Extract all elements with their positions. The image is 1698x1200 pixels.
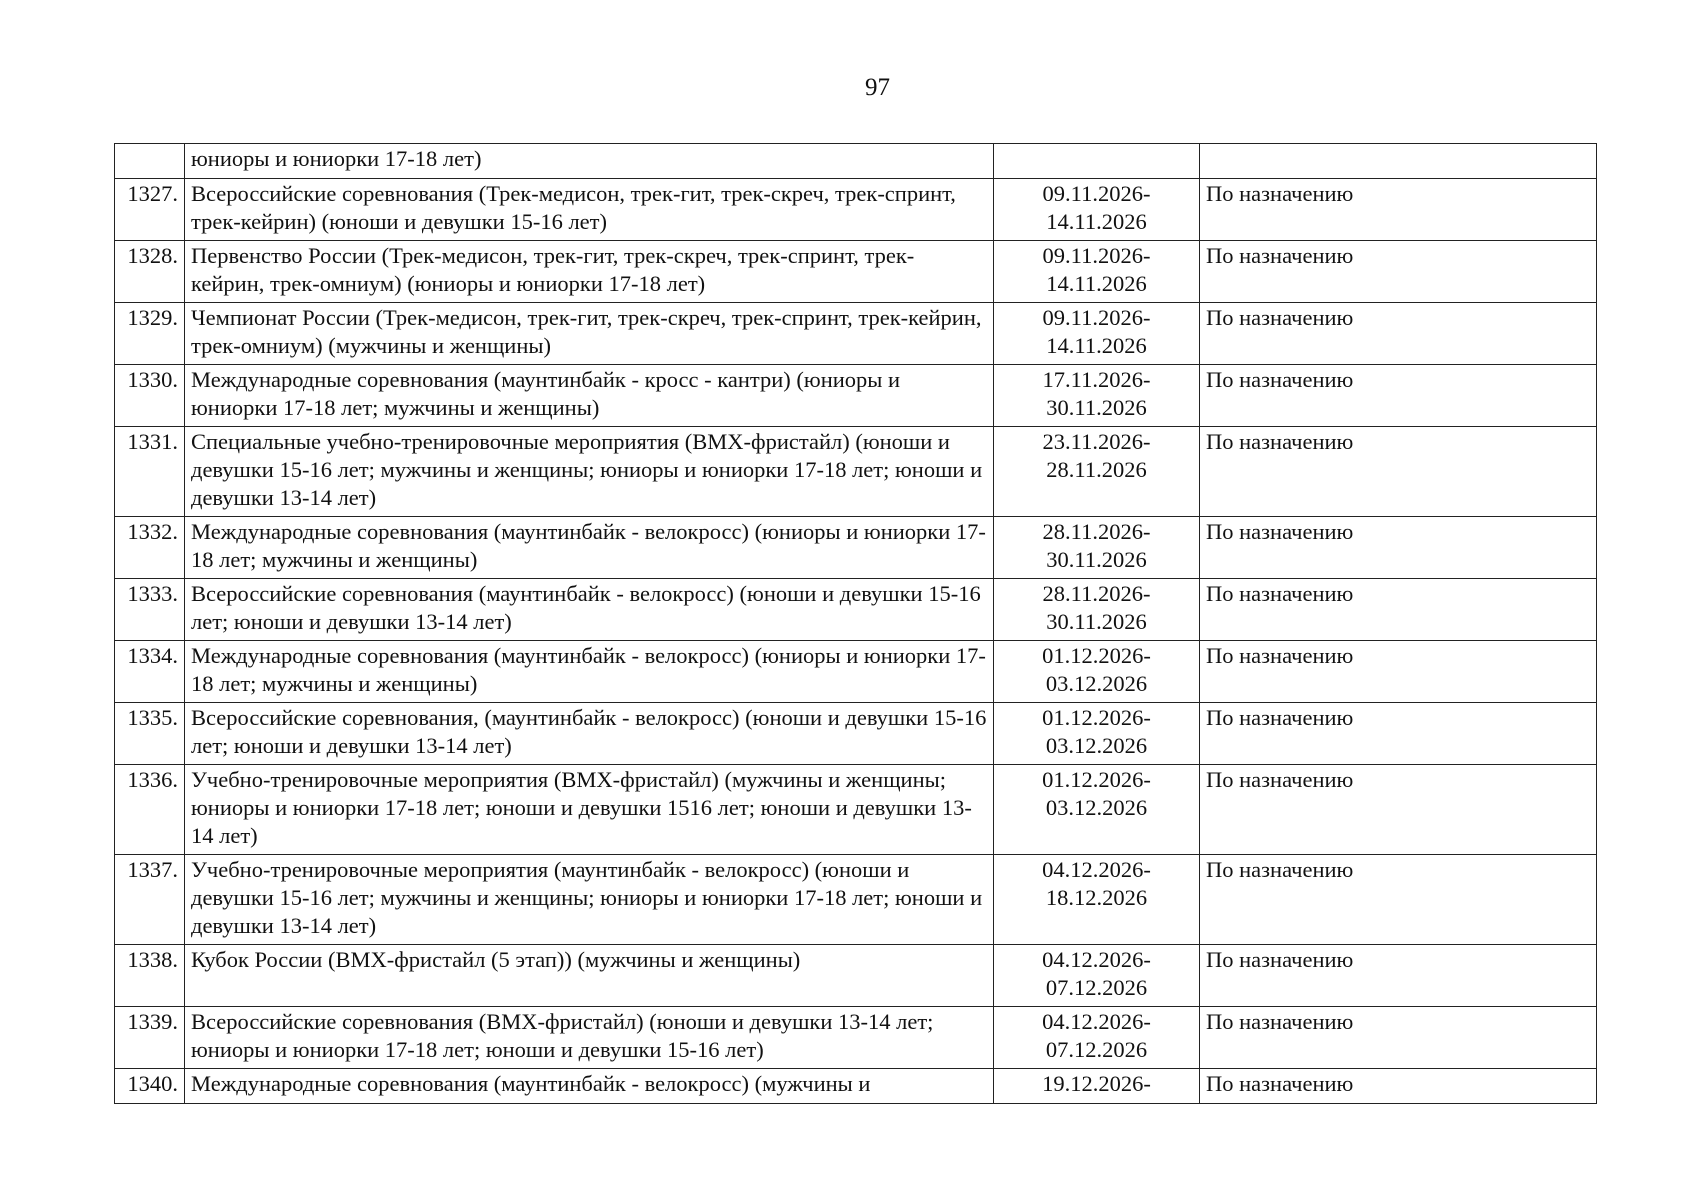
event-name: Чемпионат России (Трек-медисон, трек-гит, трек-скреч, трек-спринт, трек-кейрин, трек-омниум) (мужчины и женщины) [185,303,994,365]
row-number: 1334. [115,641,185,703]
table-row [115,1007,1597,1069]
event-dates [994,765,1200,855]
event-name: Всероссийские соревнования (Трек-медисон, трек-гит, трек-скреч, трек-спринт, трек-кейрин) (юноши и девушки 15-16 лет) [185,179,994,241]
date-start: 09.11.2026- [1042,181,1151,206]
row-number: 1337. [115,855,185,945]
event-dates [994,303,1200,365]
date-end: 03.12.2026 [1045,795,1148,820]
event-dates [994,179,1200,241]
event-name: Кубок России (BMX-фристайл (5 этап)) (мужчины и женщины) [185,945,994,1007]
date-start: 23.11.2026- [1042,429,1151,454]
event-name: Международные соревнования (маунтинбайк - велокросс) (юниоры и юниорки 17-18 лет; мужчины и женщины) [185,517,994,579]
event-note: По назначению [1200,945,1597,1007]
date-end: 30.11.2026 [1046,395,1147,420]
date-start: 09.11.2026- [1042,243,1151,268]
event-note: По назначению [1200,179,1597,241]
table-row [115,179,1597,241]
row-number: 1339. [115,1007,185,1069]
event-dates [994,1007,1200,1069]
date-start: 04.12.2026- [1042,947,1151,972]
event-dates [994,144,1200,179]
row-number: 1332. [115,517,185,579]
date-start: 01.12.2026- [1042,767,1151,792]
event-dates [994,945,1200,1007]
event-dates [994,855,1200,945]
row-number: 1338. [115,945,185,1007]
event-note: По назначению [1200,427,1597,517]
row-number: 1328. [115,241,185,303]
table-row [115,517,1597,579]
date-end: 28.11.2026 [1046,457,1147,482]
event-note: По назначению [1200,703,1597,765]
date-end: 03.12.2026 [1045,671,1148,696]
event-name: Всероссийские соревнования (маунтинбайк - велокросс) (юноши и девушки 15-16 лет; юноши и девушки 13-14 лет) [185,579,994,641]
table-row [115,945,1597,1007]
event-dates [994,1069,1200,1104]
row-number [115,144,185,179]
date-end: 03.12.2026 [1045,733,1148,758]
table-row [115,427,1597,517]
row-number: 1335. [115,703,185,765]
row-number: 1327. [115,179,185,241]
row-number: 1331. [115,427,185,517]
event-note: По назначению [1200,641,1597,703]
event-note: По назначению [1200,855,1597,945]
date-start: 28.11.2026- [1042,581,1151,606]
event-dates [994,241,1200,303]
table-row [115,641,1597,703]
date-end: 14.11.2026 [1046,209,1147,234]
table-row [115,1069,1597,1104]
event-name: Учебно-тренировочные мероприятия (BMX-фристайл) (мужчины и женщины; юниоры и юниорки 17-18 лет; юноши и девушки 1516 лет; юноши и девушки 13-14 лет) [185,765,994,855]
event-name: Международные соревнования (маунтинбайк - велокросс) (юниоры и юниорки 17-18 лет; мужчины и женщины) [185,641,994,703]
event-name: Специальные учебно-тренировочные мероприятия (BMX-фристайл) (юноши и девушки 15-16 лет; мужчины и женщины; юниоры и юниорки 17-18 лет; юноши и девушки 13-14 лет) [185,427,994,517]
table-row [115,579,1597,641]
row-number: 1330. [115,365,185,427]
date-start: 04.12.2026- [1042,857,1151,882]
table-row [115,365,1597,427]
date-start: 17.11.2026- [1042,367,1151,392]
date-start: 09.11.2026- [1042,305,1151,330]
row-number: 1333. [115,579,185,641]
events-table [114,143,1597,1104]
date-end: 30.11.2026 [1046,609,1147,634]
table-row [115,855,1597,945]
event-dates [994,365,1200,427]
event-dates [994,641,1200,703]
table-row [115,703,1597,765]
date-start: 01.12.2026- [1042,705,1151,730]
table-row [115,303,1597,365]
date-start: 19.12.2026- [1042,1071,1151,1096]
date-start: 28.11.2026- [1042,519,1151,544]
event-note: По назначению [1200,579,1597,641]
date-end: 07.12.2026 [1045,1037,1148,1062]
date-end: 07.12.2026 [1045,975,1148,1000]
table-row [115,765,1597,855]
row-number: 1340. [115,1069,185,1104]
date-end: 30.11.2026 [1046,547,1147,572]
row-number: 1336. [115,765,185,855]
event-name: Всероссийские соревнования, (маунтинбайк - велокросс) (юноши и девушки 15-16 лет; юноши и девушки 13-14 лет) [185,703,994,765]
event-note: По назначению [1200,1007,1597,1069]
event-note [1200,144,1597,179]
event-dates [994,579,1200,641]
table-row [115,241,1597,303]
event-name: Первенство России (Трек-медисон, трек-гит, трек-скреч, трек-спринт, трек-кейрин, трек-омниум) (юниоры и юниорки 17-18 лет) [185,241,994,303]
event-name: Всероссийские соревнования (BMX-фристайл) (юноши и девушки 13-14 лет; юниоры и юниорки 17-18 лет; юноши и девушки 15-16 лет) [185,1007,994,1069]
event-note: По назначению [1200,1069,1597,1104]
date-start: 04.12.2026- [1042,1009,1151,1034]
event-name: Международные соревнования (маунтинбайк - кросс - кантри) (юниоры и юниорки 17-18 лет; мужчины и женщины) [185,365,994,427]
event-note: По назначению [1200,765,1597,855]
date-start: 01.12.2026- [1042,643,1151,668]
date-end: 14.11.2026 [1046,271,1147,296]
table-row [115,144,1597,179]
event-dates [994,427,1200,517]
event-note: По назначению [1200,365,1597,427]
event-note: По назначению [1200,517,1597,579]
event-note: По назначению [1200,303,1597,365]
event-name: Международные соревнования (маунтинбайк - велокросс) (мужчины и [185,1069,994,1104]
event-name: юниоры и юниорки 17-18 лет) [185,144,994,179]
event-note: По назначению [1200,241,1597,303]
event-dates [994,703,1200,765]
date-end: 18.12.2026 [1045,885,1148,910]
event-dates [994,517,1200,579]
page-number: 97 [865,74,890,101]
date-end: 14.11.2026 [1046,333,1147,358]
row-number: 1329. [115,303,185,365]
event-name: Учебно-тренировочные мероприятия (маунтинбайк - велокросс) (юноши и девушки 15-16 лет; мужчины и женщины; юниоры и юниорки 17-18 лет; юноши и девушки 13-14 лет) [185,855,994,945]
